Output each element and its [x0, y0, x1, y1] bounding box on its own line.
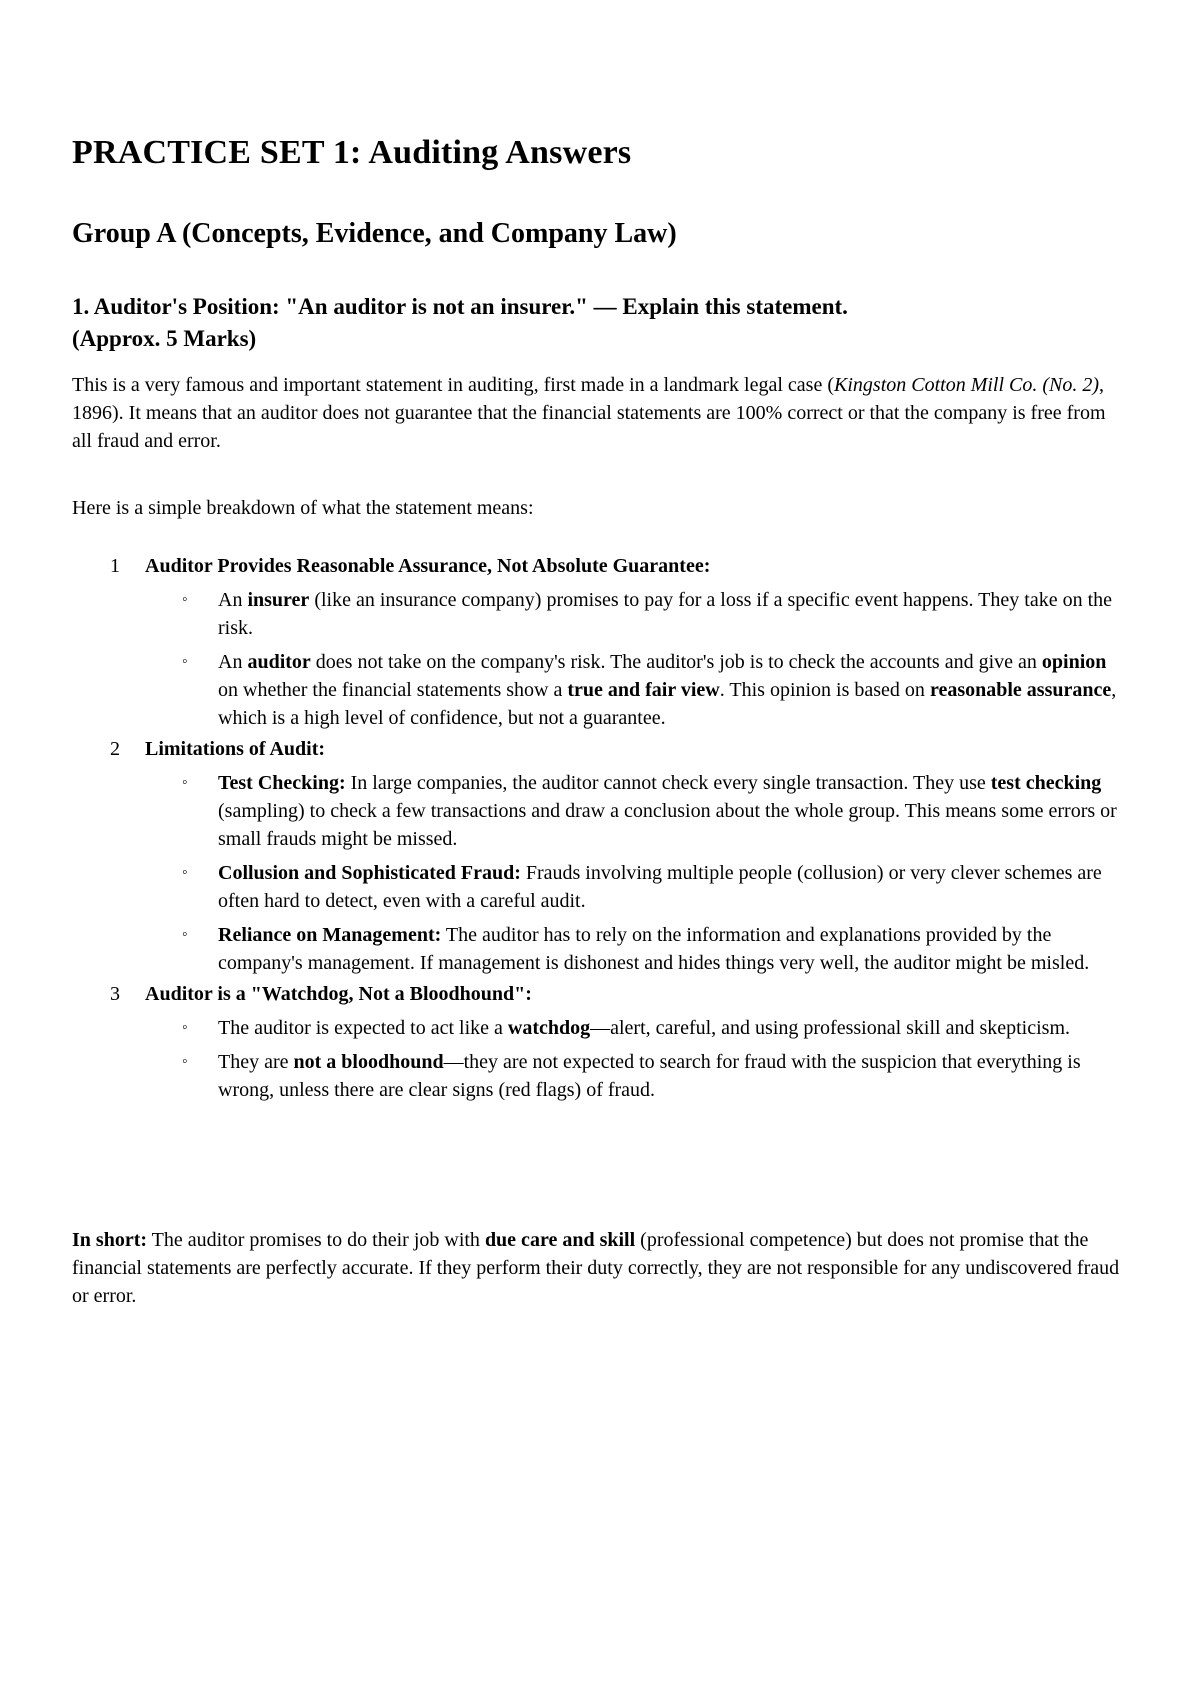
breakdown-list: [72, 552, 1132, 1107]
sub-item: [72, 921, 1118, 977]
sub-text: . This opinion is based on: [719, 679, 930, 701]
sub-text: —they are not expected to search for fraud with the suspicion that everything is wrong, unless there are clear signs (red flags) of fraud.: [218, 1051, 1081, 1101]
sub-text: on whether the financial statements show a: [218, 679, 568, 701]
case-name: Kingston Cotton Mill Co. (No. 2): [834, 374, 1100, 396]
list-item: [72, 735, 1132, 977]
bullet-icon: ◦: [182, 774, 188, 791]
summary-label: In short:: [72, 1229, 148, 1251]
sub-bold: true and fair view: [567, 679, 720, 701]
summary-text-2: (professional competence) but does not promise that the financial statements are perfectly accurate. If they perform their duty correctly, they are not responsible for any undiscovered fraud or error.: [72, 1229, 1120, 1307]
sub-text: (like an insurance company) promises to pay for a loss if a specific event happens. They take on the risk.: [218, 589, 1113, 639]
bullet-icon: ◦: [182, 926, 188, 943]
sub-text: They are: [218, 1051, 294, 1073]
sub-item: [72, 769, 1118, 853]
sub-text: , which is a high level of confidence, but not a guarantee.: [218, 679, 1117, 729]
intro-paragraph: [72, 371, 1122, 455]
sub-item: [72, 648, 1118, 732]
sub-text: An: [218, 651, 248, 673]
sub-text: The auditor is expected to act like a: [218, 1017, 508, 1039]
sub-bold: watchdog: [507, 1017, 591, 1039]
sub-bold: auditor: [247, 651, 311, 673]
list-item: [72, 552, 1132, 732]
sub-item: [72, 1048, 1118, 1104]
intro-text-1: This is a very famous and important statement in auditing, first made in a landmark legal case (: [72, 374, 835, 396]
sub-item: [72, 1014, 1118, 1042]
list-item: [72, 980, 1132, 1104]
page-title: PRACTICE SET 1: Auditing Answers: [72, 134, 632, 171]
bullet-icon: ◦: [182, 1053, 188, 1070]
list-item-title: Auditor is a "Watchdog, Not a Bloodhound":: [145, 983, 532, 1005]
list-item-heading: [72, 735, 1132, 763]
sub-text: does not take on the company's risk. The auditor's job is to check the accounts and give an: [310, 651, 1042, 673]
summary-paragraph: [72, 1226, 1132, 1310]
sub-bold: not a bloodhound: [293, 1051, 444, 1073]
question-marks: (Approx. 5 Marks): [72, 326, 257, 351]
sub-text: Frauds involving multiple people (collusion) or very clever schemes are often hard to detect, even with a careful audit.: [218, 862, 1102, 912]
sub-bold: opinion: [1041, 651, 1107, 673]
summary-text-1: The auditor promises to do their job with: [147, 1229, 485, 1251]
bullet-icon: ◦: [182, 1019, 188, 1036]
sub-text: An: [218, 589, 248, 611]
sub-text: The auditor has to rely on the information and explanations provided by the company's management. If management is dishonest and hides things very well, the auditor might be misled.: [218, 924, 1090, 974]
sub-bold: Test Checking:: [218, 772, 346, 794]
sub-bold: insurer: [247, 589, 310, 611]
question-heading: [72, 291, 1072, 355]
sub-item: [72, 586, 1118, 642]
intro-text-2: , 1896). It means that an auditor does not guarantee that the financial statements are 100% correct or that the company is free from all fraud and error.: [72, 374, 1106, 452]
sub-text: —alert, careful, and using professional skill and skepticism.: [590, 1017, 1071, 1039]
summary-bold: due care and skill: [484, 1229, 636, 1251]
list-item-number: 1: [110, 555, 120, 577]
list-item-number: 2: [110, 738, 120, 760]
bullet-icon: ◦: [182, 591, 188, 608]
question-line-1: 1. Auditor's Position: "An auditor is not an insurer." — Explain this statement.: [72, 294, 848, 319]
sub-text: In large companies, the auditor cannot check every single transaction. They use: [345, 772, 991, 794]
sub-bold: reasonable assurance: [929, 679, 1112, 701]
sub-bold: test checking: [990, 772, 1102, 794]
list-item-heading: [72, 552, 1132, 580]
sub-bold: Reliance on Management:: [218, 924, 442, 946]
bullet-icon: ◦: [182, 653, 188, 670]
sub-bold: Collusion and Sophisticated Fraud:: [218, 862, 521, 884]
list-item-title: Auditor Provides Reasonable Assurance, Not Absolute Guarantee:: [145, 555, 711, 577]
bullet-icon: ◦: [182, 864, 188, 881]
sub-item: [72, 859, 1118, 915]
list-item-number: 3: [110, 983, 120, 1005]
group-heading: Group A (Concepts, Evidence, and Company Law): [72, 218, 677, 249]
sub-text: (sampling) to check a few transactions and draw a conclusion about the whole group. This means some errors or small frauds might be missed.: [218, 800, 1117, 850]
list-item-title: Limitations of Audit:: [145, 738, 326, 760]
lead-paragraph: Here is a simple breakdown of what the statement means:: [72, 497, 534, 519]
list-item-heading: [72, 980, 1132, 1008]
